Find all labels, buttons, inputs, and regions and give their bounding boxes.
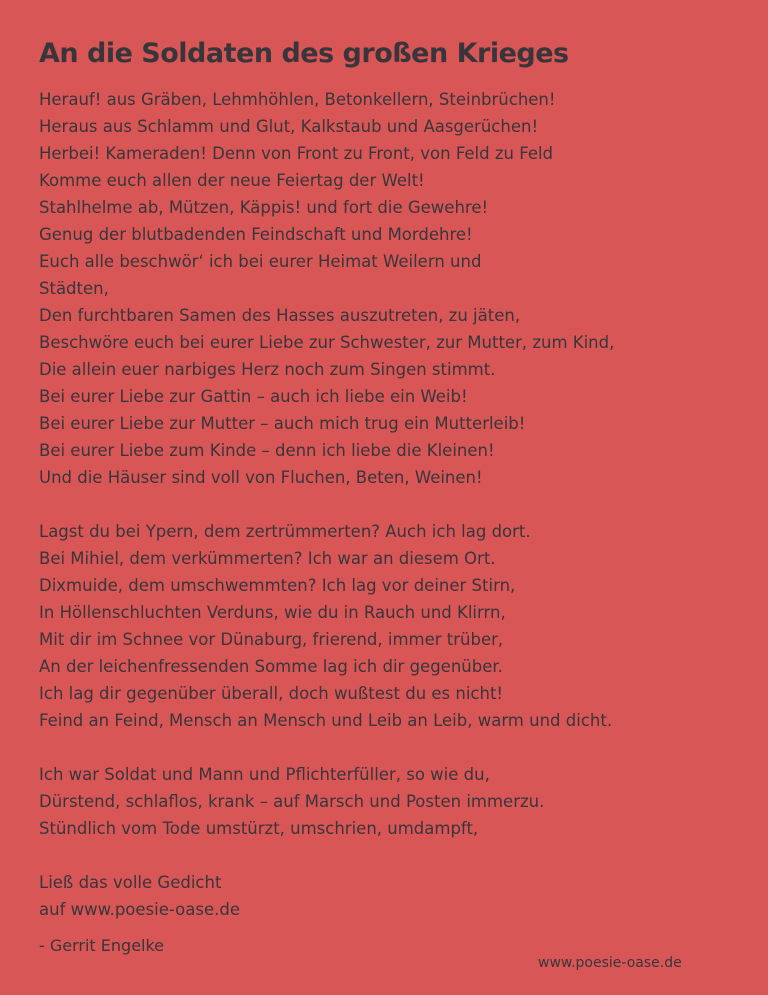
poem-line: Dixmuide, dem umschwemmten? Ich lag vor deiner Stirn,	[39, 576, 516, 595]
poem-line: Die allein euer narbiges Herz noch zum Singen stimmt.	[39, 360, 496, 379]
poem-line: Stahlhelme ab, Mützen, Käppis! und fort die Gewehre!	[39, 198, 489, 217]
poem-line: Den furchtbaren Samen des Hasses auszutreten, zu jäten,	[39, 306, 521, 325]
stanza-break	[39, 734, 739, 761]
stanza-break	[39, 842, 739, 869]
poem-title: An die Soldaten des großen Krieges	[39, 38, 569, 69]
poem-line: Komme euch allen der neue Feiertag der Welt!	[39, 171, 425, 190]
poem-line: Ließ das volle Gedicht	[39, 873, 222, 892]
poem-line: Bei eurer Liebe zur Mutter – auch mich trug ein Mutterleib!	[39, 414, 526, 433]
poem-line: Ich lag dir gegenüber überall, doch wußtest du es nicht!	[39, 684, 504, 703]
poem-line: Euch alle beschwör‘ ich bei eurer Heimat Weilern und	[39, 252, 482, 271]
poem-line: Ich war Soldat und Mann und Pflichterfüller, so wie du,	[39, 765, 490, 784]
poem-line: Dürstend, schlaflos, krank – auf Marsch und Posten immerzu.	[39, 792, 545, 811]
poem-line: Städten,	[39, 279, 109, 298]
poem-line: Stündlich vom Tode umstürzt, umschrien, umdampft,	[39, 819, 479, 838]
poem-line: Genug der blutbadenden Feindschaft und Mordehre!	[39, 225, 473, 244]
poem-line: An der leichenfressenden Somme lag ich dir gegenüber.	[39, 657, 503, 676]
footer-website-url: www.poesie-oase.de	[538, 955, 682, 971]
poem-line: Und die Häuser sind voll von Fluchen, Beten, Weinen!	[39, 468, 483, 487]
poem-line: Feind an Feind, Mensch an Mensch und Leib an Leib, warm und dicht.	[39, 711, 613, 730]
read-more-note	[39, 869, 739, 923]
poem-line: Mit dir im Schnee vor Dünaburg, frierend, immer trüber,	[39, 630, 504, 649]
poem-line: Beschwöre euch bei eurer Liebe zur Schwester, zur Mutter, zum Kind,	[39, 333, 615, 352]
poem-line: Herauf! aus Gräben, Lehmhöhlen, Betonkellern, Steinbrüchen!	[39, 90, 556, 109]
poem-line: auf www.poesie-oase.de	[39, 900, 240, 919]
poem-line: Bei eurer Liebe zur Gattin – auch ich liebe ein Weib!	[39, 387, 468, 406]
poem-line: Herbei! Kameraden! Denn von Front zu Front, von Feld zu Feld	[39, 144, 554, 163]
author-signature: - Gerrit Engelke	[39, 936, 165, 955]
stanza-1	[39, 86, 739, 491]
poem-line: Bei eurer Liebe zum Kinde – denn ich liebe die Kleinen!	[39, 441, 495, 460]
poem-line: Heraus aus Schlamm und Glut, Kalkstaub und Aasgerüchen!	[39, 117, 539, 136]
poem-body	[39, 86, 739, 923]
poem-line: Lagst du bei Ypern, dem zertrümmerten? Auch ich lag dort.	[39, 522, 531, 541]
stanza-break	[39, 491, 739, 518]
poem-line: Bei Mihiel, dem verkümmerten? Ich war an diesem Ort.	[39, 549, 496, 568]
stanza-2	[39, 518, 739, 734]
stanza-3	[39, 761, 739, 842]
poem-line: In Höllenschluchten Verduns, wie du in Rauch und Klirrn,	[39, 603, 506, 622]
